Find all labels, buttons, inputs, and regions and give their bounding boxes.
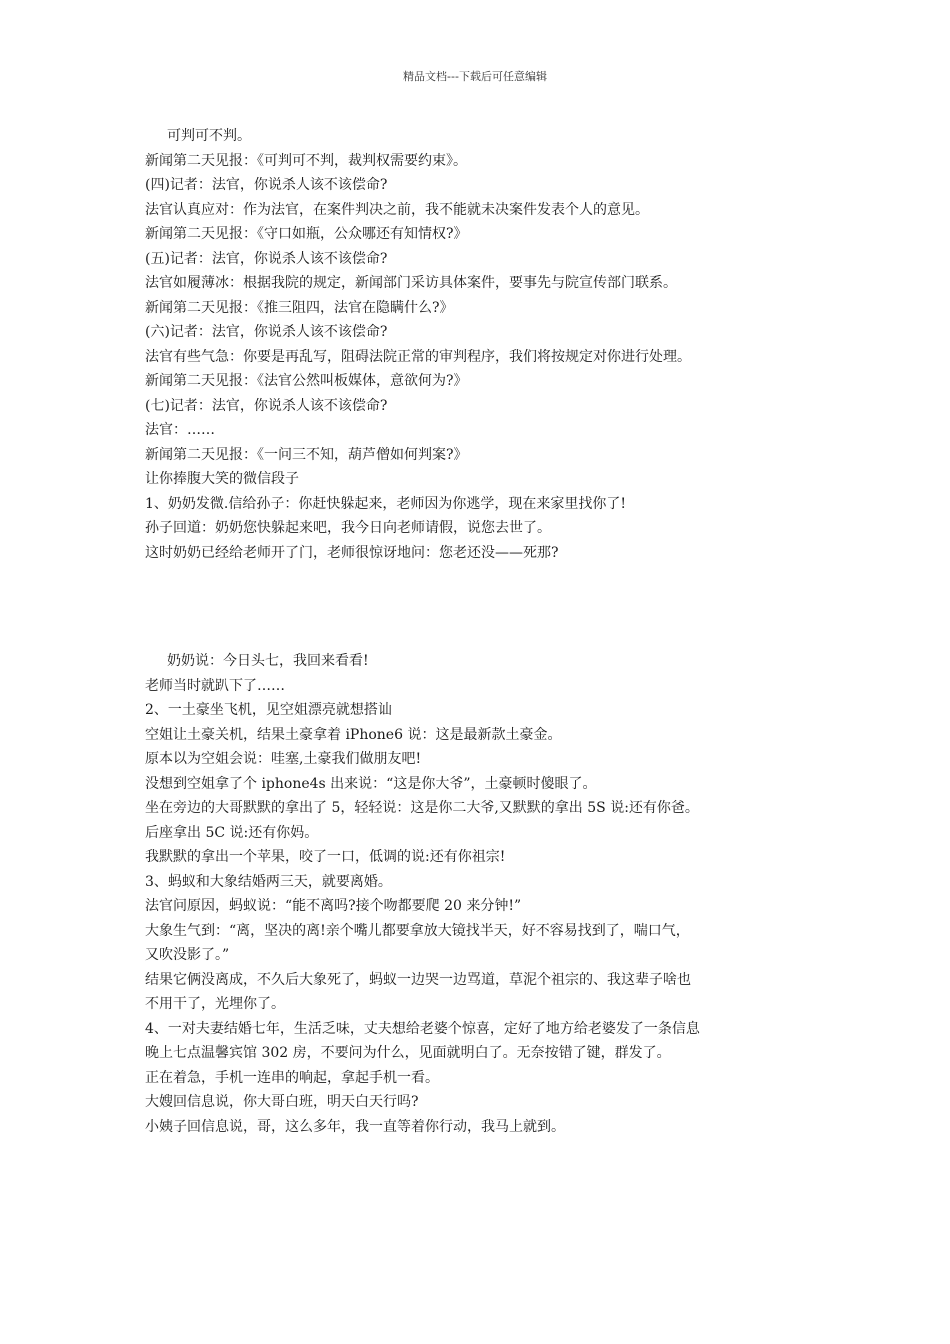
paragraph-line: (六)记者：法官，你说杀人该不该偿命? <box>145 324 388 340</box>
paragraph-line: 新闻第二天见报：《可判可不判，裁判权需要约束》。 <box>145 152 467 169</box>
paragraph-line: 新闻第二天见报：《守口如瓶，公众哪还有知情权?》 <box>145 226 468 242</box>
paragraph-line: (四)记者：法官，你说杀人该不该偿命? <box>145 177 388 193</box>
paragraph-line: 2、一土豪坐飞机，见空姐漂亮就想搭讪 <box>145 702 392 718</box>
paragraph-line: 没想到空姐拿了个 iphone4s 出来说：“这是你大爷”，土豪顿时傻眼了。 <box>145 775 597 792</box>
paragraph-line: 新闻第二天见报：《法官公然叫板媒体，意欲何为?》 <box>145 373 468 389</box>
paragraph-line: 不用干了，光埋你了。 <box>145 996 285 1012</box>
paragraph-line: 老师当时就趴下了…… <box>145 677 285 694</box>
text-block-2 <box>145 649 825 894</box>
paragraph-line: 结果它俩没离成，不久后大象死了，蚂蚁一边哭一边骂道，草泥个祖宗的、我这辈子啥也 <box>145 971 691 988</box>
paragraph-line: 3、蚂蚁和大象结婚两三天，就要离婚。 <box>145 873 392 890</box>
paragraph-line: 后座拿出 5C 说:还有你妈。 <box>145 824 319 841</box>
paragraph-line: 孙子回道：奶奶您快躲起来吧，我今日向老师请假，说您去世了。 <box>145 520 551 536</box>
paragraph-line: 大嫂回信息说，你大哥白班，明天白天行吗? <box>145 1094 419 1110</box>
paragraph-line: 大象生气到：“离，坚决的离!亲个嘴儿都要拿放大镜找半天，好不容易找到了，喘口气， <box>145 922 690 939</box>
paragraph-line: 正在着急，手机一连串的响起，拿起手机一看。 <box>145 1069 439 1086</box>
paragraph-line: 奶奶说：今日头七，我回来看看! <box>167 653 369 669</box>
paragraph-line: 又吹没影了。” <box>145 947 230 963</box>
paragraph-line: 这时奶奶已经给老师开了门，老师很惊讶地问：您老还没——死那? <box>145 544 559 561</box>
paragraph-line: 新闻第二天见报：《一问三不知，葫芦僧如何判案?》 <box>145 446 468 463</box>
paragraph-line: 我默默的拿出一个苹果，咬了一口，低调的说:还有你祖宗! <box>145 849 506 865</box>
paragraph-line: 法官认真应对：作为法官，在案件判决之前，我不能就未决案件发表个人的意见。 <box>145 201 649 218</box>
paragraph-line: 晚上七点温馨宾馆 302 房，不要问为什么，见面就明白了。无奈按错了键，群发了。 <box>145 1045 671 1061</box>
section-heading: 让你捧腹大笑的微信段子 <box>145 471 299 487</box>
paragraph-line: 法官有些气急：你要是再乱写，阻碍法院正常的审判程序，我们将按规定对你进行处理。 <box>145 348 691 365</box>
paragraph-line: 法官问原因，蚂蚁说：“能不离吗?接个吻都要爬 20 来分钟!” <box>145 898 522 914</box>
paragraph-line: 4、一对夫妻结婚七年，生活乏味，丈夫想给老婆个惊喜，定好了地方给老婆发了一条信息 <box>145 1020 700 1037</box>
paragraph-line: (五)记者：法官，你说杀人该不该偿命? <box>145 250 388 267</box>
paragraph-line: 法官如履薄冰：根据我院的规定，新闻部门采访具体案件，要事先与院宣传部门联系。 <box>145 275 677 291</box>
paragraph-line: 可判可不判。 <box>167 128 251 144</box>
paragraph-line: 新闻第二天见报：《推三阻四，法官在隐瞒什么?》 <box>145 299 454 316</box>
paragraph-line: 坐在旁边的大哥默默的拿出了 5，轻轻说：这是你二大爷,又默默的拿出 5S 说:还有你爸。 <box>145 800 699 816</box>
paragraph-line: 原本以为空姐会说：哇塞,土豪我们做朋友吧! <box>145 751 422 767</box>
paragraph-line: 法官：…… <box>145 422 215 438</box>
text-block-1 <box>145 124 825 565</box>
paragraph-line: 空姐让土豪关机，结果土豪拿着 iPhone6 说：这是最新款土豪金。 <box>145 726 562 743</box>
paragraph-line: (七)记者：法官，你说杀人该不该偿命? <box>145 397 388 414</box>
paragraph-line: 小姨子回信息说，哥，这么多年，我一直等着你行动，我马上就到。 <box>145 1118 565 1135</box>
text-block-3 <box>145 894 825 1139</box>
paragraph-line: 1、奶奶发微.信给孙子：你赶快躲起来，老师因为你逃学，现在来家里找你了! <box>145 495 626 512</box>
page-header: 精品文档---下载后可任意编辑 <box>403 70 547 83</box>
